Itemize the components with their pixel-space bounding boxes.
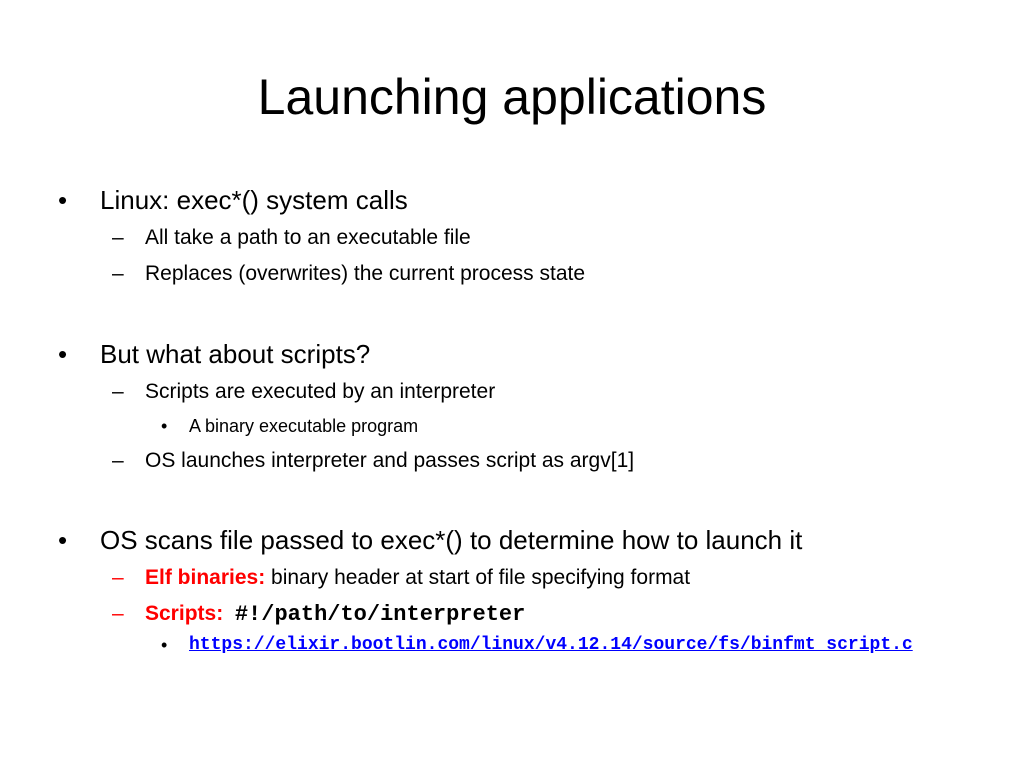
dash-marker: – xyxy=(112,226,124,249)
bullet-scripts: But what about scripts? xyxy=(100,339,371,369)
sub-sub-item-binary: A binary executable program xyxy=(189,416,419,436)
bullet-marker: • xyxy=(58,525,68,555)
sub-sub-item-link xyxy=(189,634,959,657)
bullet-os-scans: OS scans file passed to exec*() to determine how to launch it xyxy=(100,525,803,555)
dash-marker-red: – xyxy=(112,602,124,625)
binfmt-script-link[interactable]: https://elixir.bootlin.com/linux/v4.12.14/source/fs/binfmt_script.c xyxy=(189,635,913,655)
shebang-code: #!/path/to/interpreter xyxy=(234,602,526,627)
elf-text: binary header at start of file specifying format xyxy=(265,566,691,589)
dash-marker: – xyxy=(112,380,124,403)
bullet-marker: • xyxy=(58,339,68,369)
sub-item-scripts xyxy=(145,601,525,628)
dash-marker-red: – xyxy=(112,566,124,589)
bullet-marker: • xyxy=(58,185,68,215)
sub-item-replaces: Replaces (overwrites) the current process state xyxy=(145,262,586,285)
small-bullet-marker: • xyxy=(161,416,168,436)
sub-item-elf xyxy=(145,565,690,591)
dash-marker: – xyxy=(112,262,124,285)
slide-title: Launching applications xyxy=(257,69,767,125)
dash-marker: – xyxy=(112,449,124,472)
scripts-label: Scripts: xyxy=(145,602,224,625)
small-bullet-marker: • xyxy=(161,635,168,655)
sub-item-interpreter: Scripts are executed by an interpreter xyxy=(145,380,496,403)
sub-item-path: All take a path to an executable file xyxy=(145,226,471,249)
bullet-linux-exec: Linux: exec*() system calls xyxy=(100,185,408,215)
sub-item-argv: OS launches interpreter and passes script as argv[1] xyxy=(145,449,635,472)
elf-label: Elf binaries: xyxy=(145,566,266,589)
